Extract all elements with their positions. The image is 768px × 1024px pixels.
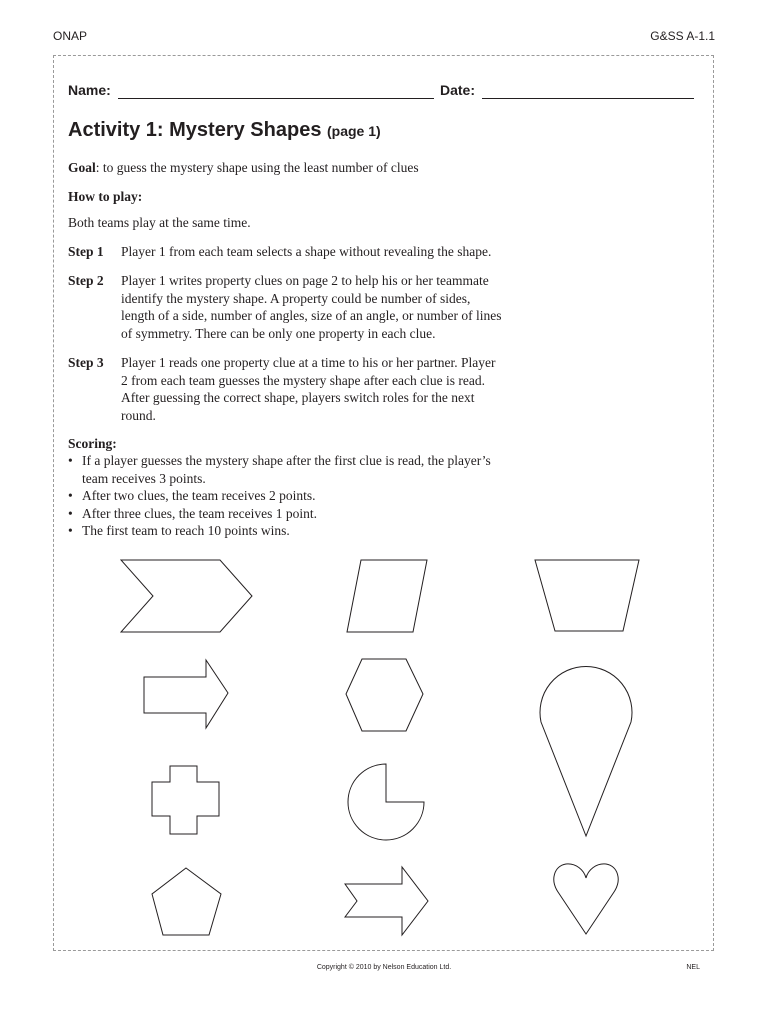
teardrop-shape[interactable]: [540, 666, 632, 836]
name-label: Name:: [68, 82, 111, 98]
footer-copyright: Copyright © 2010 by Nelson Education Ltd.: [316, 964, 452, 971]
title-sub: (page 1): [327, 123, 381, 139]
bullet-icon: •: [68, 523, 73, 538]
title-main: Activity 1: Mystery Shapes: [68, 119, 322, 141]
date-label: Date:: [440, 82, 476, 98]
step-line: Player 1 reads one property clue at a time to his or her partner. Player: [121, 355, 496, 370]
step-line: Player 1 from each team selects a shape without revealing the shape.: [121, 244, 492, 259]
scoring-heading: Scoring:: [68, 436, 117, 451]
scoring-item: • After three clues, the team receives 1 point.: [68, 505, 318, 521]
header-right-code: G&SS A-1.1: [650, 29, 715, 43]
step-line: identify the mystery shape. A property could be number of sides,: [121, 290, 471, 306]
parallelogram-shape[interactable]: [347, 560, 427, 632]
how-to-play-intro: Both teams play at the same time.: [68, 215, 251, 230]
step-line: After guessing the correct shape, players switch roles for the next: [121, 390, 475, 405]
goal-label: Goal: [68, 160, 96, 175]
hexagon-shape[interactable]: [346, 659, 423, 731]
arrow-shape[interactable]: [144, 660, 228, 728]
footer-nel: NEL: [686, 964, 700, 971]
heart-shape[interactable]: [554, 864, 618, 934]
step-line: 2 from each team guesses the mystery shape after each clue is read.: [121, 372, 485, 388]
goal-body: : to guess the mystery shape using the least number of clues: [95, 160, 419, 175]
scoring-item: • After two clues, the team receives 2 points.: [68, 488, 316, 503]
step-line: round.: [121, 407, 156, 423]
scoring-item: • The first team to reach 10 points wins.: [68, 523, 290, 538]
step-label: Step 2: [68, 273, 104, 288]
bullet-icon: •: [68, 488, 73, 503]
header-left-label: ONAP: [53, 29, 88, 43]
step-line: length of a side, number of angles, size of an angle, or number of lines: [121, 308, 502, 323]
three-quarter-circle-shape[interactable]: [348, 764, 424, 840]
step-label: Step 3: [68, 355, 104, 370]
notched-arrow-shape[interactable]: [345, 867, 428, 935]
trapezoid-shape[interactable]: [535, 560, 639, 631]
how-to-play-heading: How to play:: [68, 189, 143, 204]
bullet-icon: •: [68, 505, 73, 521]
step-label: Step 1: [68, 244, 104, 259]
step-line: Player 1 writes property clues on page 2 to help his or her teammate: [121, 273, 489, 288]
step-line: of symmetry. There can be only one property in each clue.: [121, 325, 436, 341]
chevron-shape[interactable]: [121, 560, 252, 632]
bullet-icon: •: [68, 453, 73, 468]
scoring-item: • If a player guesses the mystery shape after the first clue is read, the player’s team receives 3 points.: [68, 453, 491, 486]
pentagon-shape[interactable]: [152, 868, 221, 935]
cross-shape[interactable]: [152, 766, 219, 834]
